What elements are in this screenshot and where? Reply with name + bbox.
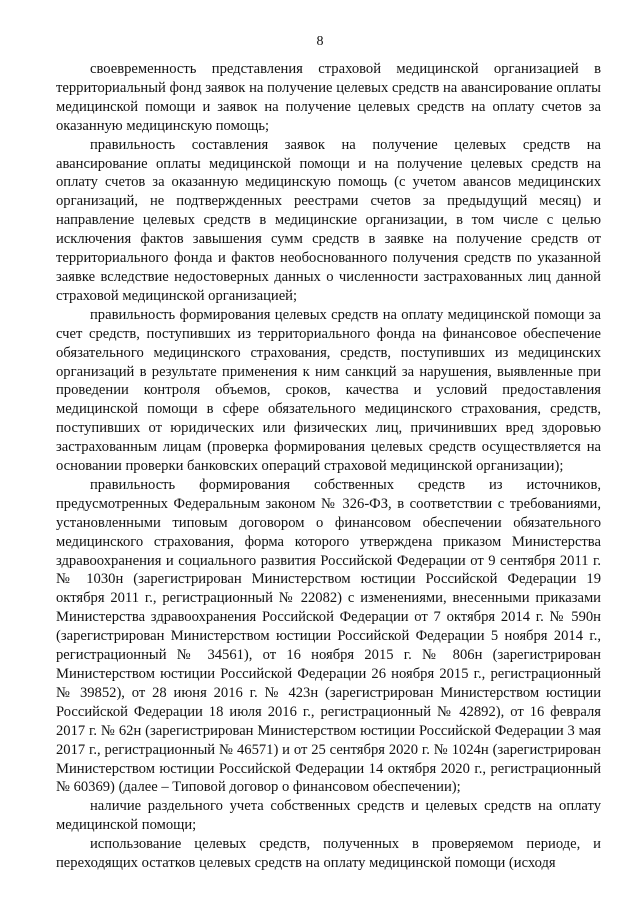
paragraph-timeliness: своевременность представления страховой медицинской организацией в территориальный фонд заявок на получение целевых средств на авансирование оплаты медицинской помощи и заявок на получение целевых средств на оплату счетов за оказанную медицинскую помощь; bbox=[56, 61, 601, 134]
paragraph-target-funds-formation: правильность формирования целевых средств на оплату медицинской помощи за счет средств, поступивших из территориального фонда на финансовое обеспечение обязательного медицинского страхования, средств, поступивших из медицинских организаций в результате применения к ним санкций за нарушения, выявленные при проведении контроля объемов, сроков, качества и условий предоставления медицинской помощи в сфере обязательного медицинского страхования, средств, поступивших от юридических или физических лиц, причинивших вред здоровью застрахованным лицам (проверка формирования целевых средств осуществляется на основании проверки банковских операций страховой медицинской организации); bbox=[56, 306, 601, 475]
paragraph-own-funds-formation: правильность формирования собственных средств из источников, предусмотренных Федеральным законом № 326-ФЗ, в соответствии с требованиями, установленными типовым договором о финансовом обеспечении обязательного медицинского страхования, форма которого утверждена приказом Министерства здравоохранения и социального развития Российской Федерации от 9 сентября 2011 г. № 1030н (зарегистрирован Министерством юстиции Российской Федерации 19 октября 2011 г., регистрационный № 22082) с изменениями, внесенными приказами Министерства здравоохранения Российской Федерации от 7 октября 2014 г. № 590н (зарегистрирован Министерством юстиции Российской Федерации 5 ноября 2014 г., регистрационный № 34561), от 16 ноября 2015 г. № 806н (зарегистрирован Министерством юстиции Российской Федерации 26 ноября 2015 г., регистрационный № 39852), от 28 июня 2016 г. № 423н (зарегистрирован Министерством юстиции Российской Федерации 18 июля 2016 г., регистрационный № 42892), от 16 февраля 2017 г. № 62н (зарегистрирован Министерством юстиции Российской Федерации 3 мая 2017 г., регистрационный № 46571) и от 25 сентября 2020 г. № 1024н (зарегистрирован Министерством юстиции Российской Федерации 14 октября 2020 г., регистрационный № 60369) (далее – Типовой договор о финансовом обеспечении); bbox=[56, 476, 601, 796]
document-body bbox=[56, 60, 601, 873]
page-number: 8 bbox=[316, 34, 324, 49]
paragraph-separate-accounting: наличие раздельного учета собственных средств и целевых средств на оплату медицинской помощи; bbox=[56, 798, 601, 834]
paragraph-applications-correctness: правильность составления заявок на получение целевых средств на авансирование оплаты медицинской помощи и на получение целевых средств на оплату счетов за оказанную медицинскую помощь (с учетом авансов медицинских организаций, не подтвержденных реестрами счетов за предыдущий месяц) и направление целевых средств в медицинские организации, в том числе с целью исключения фактов завышения сумм средств в заявке на получение средств от территориального фонда и фактов необоснованного получения средств по указанной заявке вследствие недостоверных данных о численности застрахованных лиц данной страховой медицинской организацией; bbox=[56, 136, 601, 304]
paragraph-target-funds-use: использование целевых средств, полученных в проверяемом периоде, и переходящих остатков целевых средств на оплату медицинской помощи (исходя bbox=[56, 836, 601, 872]
